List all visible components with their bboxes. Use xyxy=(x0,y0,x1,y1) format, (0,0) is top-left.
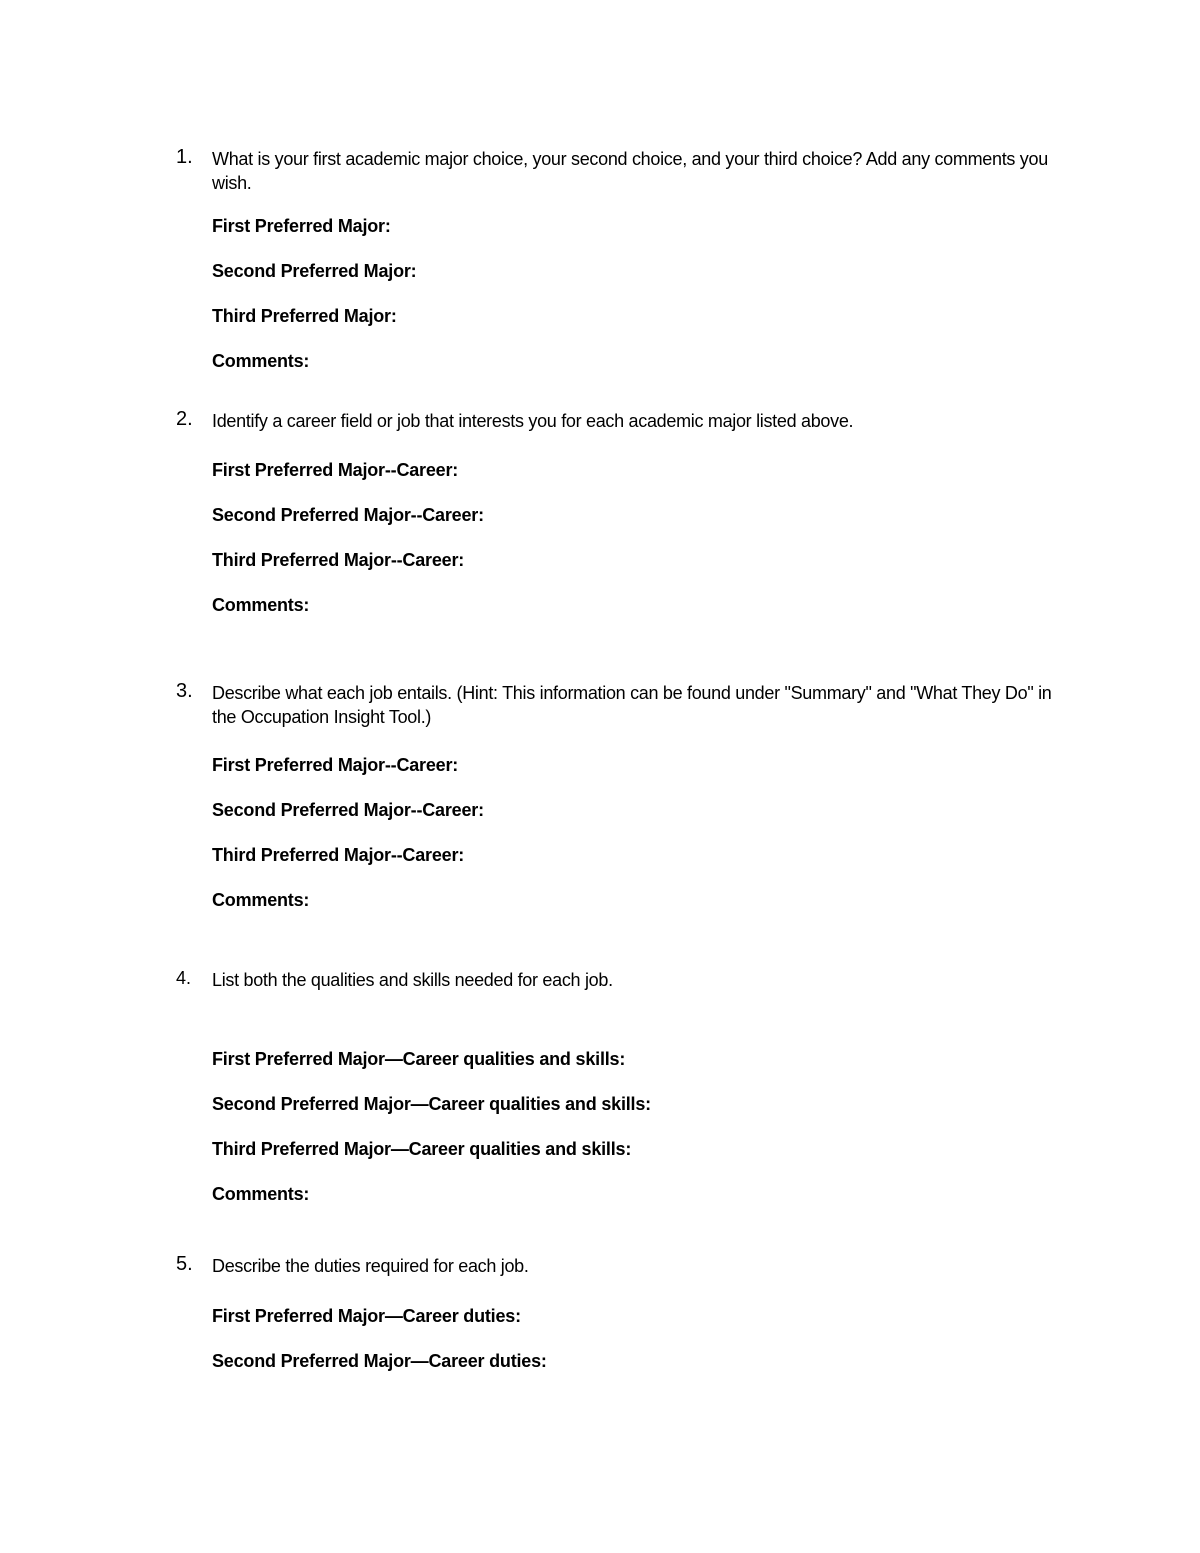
answer-label: First Preferred Major--Career: xyxy=(212,755,459,775)
question-text: Describe the duties required for each job. xyxy=(212,1256,529,1276)
question-text: What is your first academic major choice, your second choice, and your third choice? Add any comments you wish. xyxy=(212,149,1048,193)
answer-label: Second Preferred Major--Career: xyxy=(212,800,484,820)
answer-label: Second Preferred Major—Career duties: xyxy=(212,1351,547,1371)
answer-label: First Preferred Major--Career: xyxy=(212,460,459,480)
question-number: 2. xyxy=(176,408,193,430)
question-text: List both the qualities and skills needed for each job. xyxy=(212,970,613,990)
answer-label: First Preferred Major—Career duties: xyxy=(212,1306,521,1326)
answer-label: Comments: xyxy=(212,890,310,910)
answer-label: Third Preferred Major--Career: xyxy=(212,845,465,865)
question-text: Describe what each job entails. (Hint: This information can be found under "Summary" and "What They Do" in the Occupation Insight Tool.) xyxy=(212,683,1052,727)
question-number: 1. xyxy=(176,146,193,168)
answer-label: Third Preferred Major: xyxy=(212,306,397,326)
question-number: 3. xyxy=(176,680,193,702)
answer-label: Comments: xyxy=(212,351,310,371)
answer-label: First Preferred Major—Career qualities and skills: xyxy=(212,1049,626,1069)
answer-label: Third Preferred Major--Career: xyxy=(212,550,465,570)
question-number: 5. xyxy=(176,1253,193,1275)
answer-label: First Preferred Major: xyxy=(212,216,391,236)
answer-label: Third Preferred Major—Career qualities and skills: xyxy=(212,1139,632,1159)
question-text: Identify a career field or job that interests you for each academic major listed above. xyxy=(212,411,854,431)
answer-label: Comments: xyxy=(212,1184,310,1204)
answer-label: Second Preferred Major--Career: xyxy=(212,505,484,525)
answer-label: Second Preferred Major: xyxy=(212,261,417,281)
question-number: 4. xyxy=(176,968,192,988)
answer-label: Comments: xyxy=(212,595,310,615)
answer-label: Second Preferred Major—Career qualities and skills: xyxy=(212,1094,651,1114)
